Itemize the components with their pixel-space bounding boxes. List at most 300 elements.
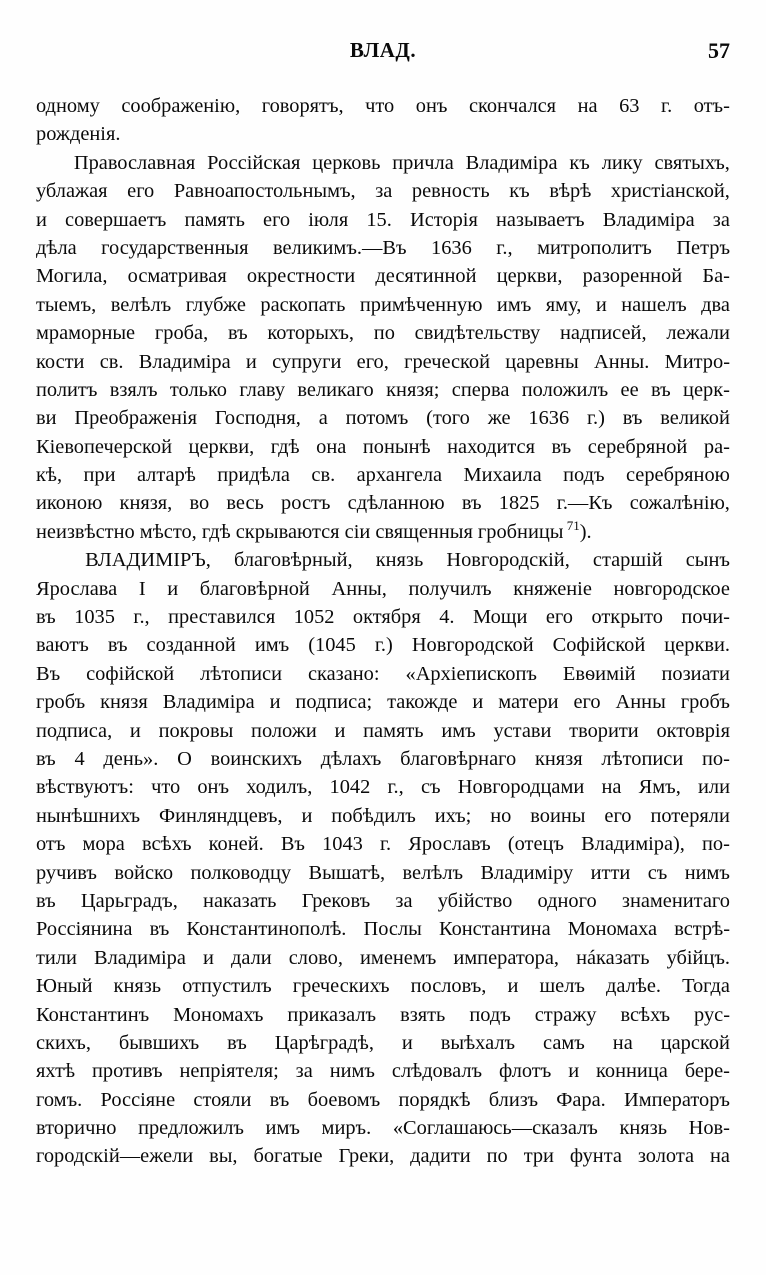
word: непріятеля;	[179, 1060, 279, 1083]
word: совершаетъ	[65, 208, 167, 231]
word: кости	[36, 350, 85, 373]
word: Господня,	[214, 407, 301, 430]
word: софійской	[86, 662, 175, 685]
text-line	[36, 348, 730, 376]
word: гроба,	[154, 322, 209, 345]
word: г.,	[387, 776, 404, 799]
word: Въ	[280, 833, 305, 856]
word: лежали	[666, 322, 730, 345]
word: церкви,	[188, 435, 255, 458]
word: Петръ	[676, 236, 730, 259]
word: князя	[100, 691, 148, 714]
text-line	[36, 376, 730, 404]
word: и	[129, 719, 141, 742]
word: пословъ,	[410, 975, 487, 998]
word: іюля	[308, 208, 349, 231]
word: память	[363, 719, 424, 742]
word: иконою	[36, 492, 103, 515]
word: порядкѣ	[398, 1088, 471, 1111]
word: императора,	[453, 946, 560, 969]
word: память	[184, 208, 245, 231]
word: христіанской,	[610, 180, 730, 203]
word: по-	[702, 833, 730, 856]
word: подъ	[469, 1003, 511, 1026]
para-vladimir-canonization	[36, 149, 730, 546]
text-line	[36, 546, 730, 574]
word: Грековъ	[301, 889, 371, 912]
word: неизвѣстно мѣсто, гдѣ скрываются сіи священныя гробницы	[36, 520, 564, 543]
word: на	[601, 776, 622, 799]
word: 1636	[528, 407, 570, 430]
word: всѣхъ	[620, 1003, 671, 1026]
word: творити	[569, 719, 639, 742]
text-line	[36, 262, 730, 290]
word: золота	[637, 1145, 695, 1168]
word: въ	[36, 606, 56, 629]
word: соображенію,	[121, 95, 241, 117]
word: церковь	[312, 151, 381, 174]
word: Владиміра	[138, 350, 231, 373]
word: политъ	[36, 378, 98, 401]
word: Могила,	[36, 265, 108, 288]
word: Россійская	[207, 151, 301, 174]
word: нáказать	[576, 946, 650, 969]
text-line	[36, 518, 730, 546]
word: князь	[375, 549, 424, 572]
word: воинскихъ	[210, 747, 302, 770]
word: а	[318, 407, 328, 430]
word: митрополитъ	[537, 236, 652, 259]
word: 15.	[366, 208, 392, 231]
word: серебряной	[587, 435, 688, 458]
word: имъ	[254, 634, 290, 657]
word: устави	[493, 719, 552, 742]
word: ВЛАДИМІРЪ,	[85, 549, 211, 572]
word: Новгородскій,	[446, 549, 570, 572]
word: и	[167, 577, 179, 600]
word: взялъ	[109, 378, 158, 401]
word: всѣхъ	[141, 833, 192, 856]
text-line	[36, 859, 730, 887]
word: ваютъ	[36, 634, 89, 657]
word: за	[712, 208, 730, 231]
word: алтарѣ	[136, 464, 196, 487]
word: весь	[226, 492, 264, 515]
word: и	[595, 293, 607, 316]
text-line	[36, 802, 730, 830]
word: стражу	[534, 1003, 597, 1026]
word: новгородское	[613, 577, 730, 600]
word: созданной	[146, 634, 236, 657]
word: святыхъ,	[654, 151, 730, 174]
word: ростъ	[281, 492, 331, 515]
word: дадити	[410, 1145, 471, 1168]
word: благовѣрный,	[233, 549, 353, 572]
word: рожденія.	[36, 123, 121, 146]
word: (1045	[308, 634, 356, 657]
word: въ	[107, 634, 128, 657]
text-line	[36, 773, 730, 801]
word: Владиміра),	[581, 833, 685, 856]
word: князь	[113, 975, 162, 998]
word: и	[568, 1060, 580, 1083]
word: князя;	[386, 378, 440, 401]
word: наказать	[203, 889, 277, 912]
word: гдѣ	[270, 435, 300, 458]
word: вѣрѣ	[549, 180, 592, 203]
word: его	[573, 691, 601, 714]
word: десятинной	[375, 265, 477, 288]
word: ви	[36, 407, 57, 430]
word: Мономахъ	[173, 1003, 264, 1026]
word: онъ	[197, 776, 229, 799]
word: тыемъ,	[36, 293, 97, 316]
word: его,	[356, 350, 389, 373]
word: имъ	[496, 293, 532, 316]
word: потеряли	[650, 804, 730, 827]
word: 63	[619, 95, 640, 117]
word: убійство	[437, 889, 513, 912]
word: противъ	[91, 1060, 163, 1083]
word: 4	[74, 747, 85, 770]
word: приказалъ	[287, 1003, 377, 1026]
word: положи	[251, 719, 317, 742]
word: подписа,	[36, 719, 113, 742]
word: и	[472, 691, 484, 714]
word: въ	[622, 407, 643, 430]
word: день».	[103, 747, 159, 770]
word: слово,	[288, 946, 343, 969]
word: и	[334, 719, 346, 742]
word: далѣе.	[606, 975, 661, 998]
word: греческой	[404, 350, 491, 373]
word: за	[295, 1060, 313, 1083]
word: скихъ,	[36, 1031, 91, 1054]
word: велѣлъ	[402, 861, 464, 884]
word: Послы	[363, 918, 422, 941]
word: Анны	[615, 691, 666, 714]
word: г.)	[587, 407, 605, 430]
word: О	[177, 747, 192, 770]
para-continuation	[36, 92, 730, 149]
word: «Архіепископъ	[405, 662, 537, 685]
word: св.	[311, 464, 336, 487]
word: въ	[36, 747, 56, 770]
word: Греки,	[338, 1145, 395, 1168]
word: на	[612, 1031, 633, 1054]
text-line	[36, 1001, 730, 1029]
text-line	[36, 291, 730, 319]
word: и	[245, 350, 257, 373]
word: церкви,	[496, 265, 563, 288]
word: яму,	[545, 293, 582, 316]
word: по-	[702, 747, 730, 770]
word: убійцъ.	[666, 946, 730, 969]
word: и	[507, 975, 519, 998]
word: выѣхалъ	[440, 1031, 516, 1054]
word: нашелъ	[621, 293, 687, 316]
word: Анны.	[594, 350, 650, 373]
word: фунта	[569, 1145, 622, 1168]
running-head-title: ВЛАД.	[349, 38, 417, 62]
text-line	[36, 461, 730, 489]
word: бере-	[684, 1060, 730, 1083]
word: Православная	[73, 151, 196, 174]
word: г.,	[496, 236, 513, 259]
word: шелъ	[539, 975, 585, 998]
word: Ямъ,	[638, 776, 681, 799]
word: съ	[420, 776, 441, 799]
word: великаго	[297, 378, 374, 401]
word: 1043	[322, 833, 363, 856]
word: благовѣрнаго	[400, 747, 517, 770]
word: войско	[114, 861, 174, 884]
word: побѣдилъ	[331, 804, 416, 827]
word: воины	[530, 804, 586, 827]
word: архангела	[356, 464, 443, 487]
word: въ	[651, 378, 671, 401]
word: (отецъ	[507, 833, 564, 856]
word: въ	[227, 322, 248, 345]
word: г.,	[133, 606, 150, 629]
word: встрѣ-	[674, 918, 730, 941]
word: стояли	[193, 1088, 252, 1111]
word: флотъ	[499, 1060, 552, 1083]
word: Кіевопечерской	[36, 435, 172, 458]
word: во	[189, 492, 210, 515]
word: Софійской	[552, 634, 646, 657]
word: Финляндцевъ,	[159, 804, 283, 827]
word: причла	[392, 151, 454, 174]
word: преставился	[168, 606, 276, 629]
word: 1052	[293, 606, 335, 629]
word: октоврія	[656, 719, 730, 742]
word: Митро-	[664, 350, 730, 373]
word: гомъ.	[36, 1088, 83, 1111]
word: великой	[660, 407, 730, 430]
word: Царѣградѣ,	[274, 1031, 374, 1054]
word: яхтѣ	[36, 1060, 76, 1083]
word: которыхъ,	[267, 322, 354, 345]
word: миръ.	[321, 1117, 372, 1140]
word: мора	[82, 833, 125, 856]
text-line	[36, 1086, 730, 1114]
text-line	[36, 915, 730, 943]
word: Ярослава	[36, 577, 118, 600]
text-line	[36, 631, 730, 659]
word: Владиміра	[465, 151, 558, 174]
text-line	[36, 887, 730, 915]
word: такожде	[387, 691, 458, 714]
word: нынѣшнихъ	[36, 804, 141, 827]
word: нимъ	[684, 861, 730, 884]
word: и	[202, 946, 214, 969]
word: серебряною	[626, 464, 730, 487]
text-line	[36, 688, 730, 716]
word: полководцу	[190, 861, 292, 884]
word: городскій—ежели	[36, 1145, 194, 1168]
word: Исторія	[409, 208, 478, 231]
word: Императоръ	[624, 1088, 730, 1111]
footnote-marker: 71	[563, 518, 580, 534]
word: церк-	[683, 378, 730, 401]
word: Владиміру	[480, 861, 574, 884]
word: въ	[551, 435, 572, 458]
word: 1035	[74, 606, 115, 629]
word: въ	[149, 918, 170, 941]
word: Тогда	[682, 975, 730, 998]
word: ра-	[703, 435, 730, 458]
word: ублажая	[36, 180, 108, 203]
word: Владиміра	[162, 691, 255, 714]
word: князя,	[119, 492, 173, 515]
word: и	[401, 1031, 413, 1054]
word: и	[36, 208, 47, 231]
word: находится	[447, 435, 535, 458]
word: сынъ	[685, 549, 730, 572]
word: Ярославъ	[408, 833, 491, 856]
word: Михаила	[463, 464, 542, 487]
word: сказано:	[307, 662, 380, 685]
word: лѣтописи	[200, 662, 283, 685]
word: скончался	[468, 95, 557, 117]
word: ходилъ,	[246, 776, 313, 799]
word: Россіянина	[36, 918, 133, 941]
text-line	[36, 575, 730, 603]
word: три	[523, 1145, 554, 1168]
word: Ба-	[702, 265, 730, 288]
word: и	[301, 804, 313, 827]
word: князь	[619, 1117, 667, 1140]
word: лику	[601, 151, 643, 174]
word: по	[373, 322, 395, 345]
word: называетъ	[495, 208, 585, 231]
word: князя	[534, 747, 583, 770]
word: тили	[36, 946, 77, 969]
word: ревность	[411, 180, 490, 203]
word: I	[138, 577, 146, 600]
text-line	[36, 972, 730, 1000]
word: 1636	[431, 236, 472, 259]
word: его	[127, 180, 155, 203]
word: къ	[569, 151, 590, 174]
word: княженіе	[513, 577, 592, 600]
word: въ	[461, 492, 482, 515]
word: бывшихъ	[118, 1031, 200, 1054]
word: отъ-	[693, 95, 730, 117]
text-line	[36, 745, 730, 773]
word: сперва	[451, 378, 510, 401]
word: октября	[352, 606, 421, 629]
word: положилъ	[521, 378, 609, 401]
word: «Соглашаюсь—сказалъ	[392, 1117, 598, 1140]
word: главу	[239, 378, 286, 401]
word: супруги	[272, 350, 342, 373]
word: отпустилъ	[182, 975, 272, 998]
text-line	[36, 433, 730, 461]
word: гробъ	[680, 691, 730, 714]
page-number: 57	[708, 38, 730, 63]
running-head	[36, 38, 730, 68]
word: Константина	[438, 918, 551, 941]
text-line	[36, 944, 730, 972]
word: открыто	[591, 606, 663, 629]
word: дѣла	[36, 236, 77, 259]
word: подписа;	[295, 691, 373, 714]
word: царской	[660, 1031, 730, 1054]
word: что	[365, 95, 395, 117]
text-line	[36, 660, 730, 688]
word: почи-	[681, 606, 730, 629]
word: знаменитаго	[621, 889, 730, 912]
word: лѣтописи	[601, 747, 684, 770]
word: Константинополѣ.	[186, 918, 347, 941]
word: Мономаха	[567, 918, 658, 941]
text-line	[36, 404, 730, 432]
word: Фара.	[556, 1088, 606, 1111]
text-line	[36, 1029, 730, 1057]
word: имъ	[265, 1117, 300, 1140]
word: нимъ	[329, 1060, 375, 1083]
word: боевомъ	[307, 1088, 381, 1111]
word: церкви.	[664, 634, 730, 657]
word: глубже	[185, 293, 246, 316]
word: одного	[537, 889, 597, 912]
word: г.	[379, 833, 392, 856]
text-line	[36, 1142, 730, 1170]
word: Преображенія	[74, 407, 197, 430]
word: и	[269, 691, 281, 714]
word: дали	[230, 946, 272, 969]
paragraph-indent	[36, 149, 62, 177]
word: г.—Къ	[556, 492, 613, 515]
word: или	[697, 776, 730, 799]
word: Юный	[36, 975, 93, 998]
word: царевны	[505, 350, 579, 373]
word: Равноапостольнымъ,	[173, 180, 356, 203]
word: ручивъ	[36, 861, 97, 884]
word: великимъ.—Въ	[272, 236, 407, 259]
para-vladimir-novgorodskiy	[36, 546, 730, 1171]
word: два	[701, 293, 730, 316]
word: придѣла	[217, 464, 290, 487]
word: велѣлъ	[110, 293, 172, 316]
word: она	[316, 435, 347, 458]
word: по	[486, 1145, 508, 1168]
word: благовѣрной	[199, 577, 310, 600]
text-line	[36, 234, 730, 262]
word: Вышатѣ,	[308, 861, 386, 884]
word: Новгородцами	[457, 776, 585, 799]
text-line	[36, 92, 730, 120]
word: потомъ	[345, 407, 409, 430]
word: имъ	[441, 719, 476, 742]
word: близъ	[488, 1088, 538, 1111]
word: Нов-	[688, 1117, 730, 1140]
word: Царьградъ,	[80, 889, 178, 912]
word: къ	[509, 180, 530, 203]
word: Россіяне	[100, 1088, 176, 1111]
text-line	[36, 830, 730, 858]
word: взять	[400, 1003, 446, 1026]
word: гробъ	[36, 691, 86, 714]
text-block	[36, 92, 730, 1171]
word: покровы	[158, 719, 234, 742]
word: свидѣтельству	[414, 322, 541, 345]
word: Новгородской	[411, 634, 534, 657]
word: ихъ;	[434, 804, 472, 827]
word: греческихъ	[292, 975, 390, 998]
